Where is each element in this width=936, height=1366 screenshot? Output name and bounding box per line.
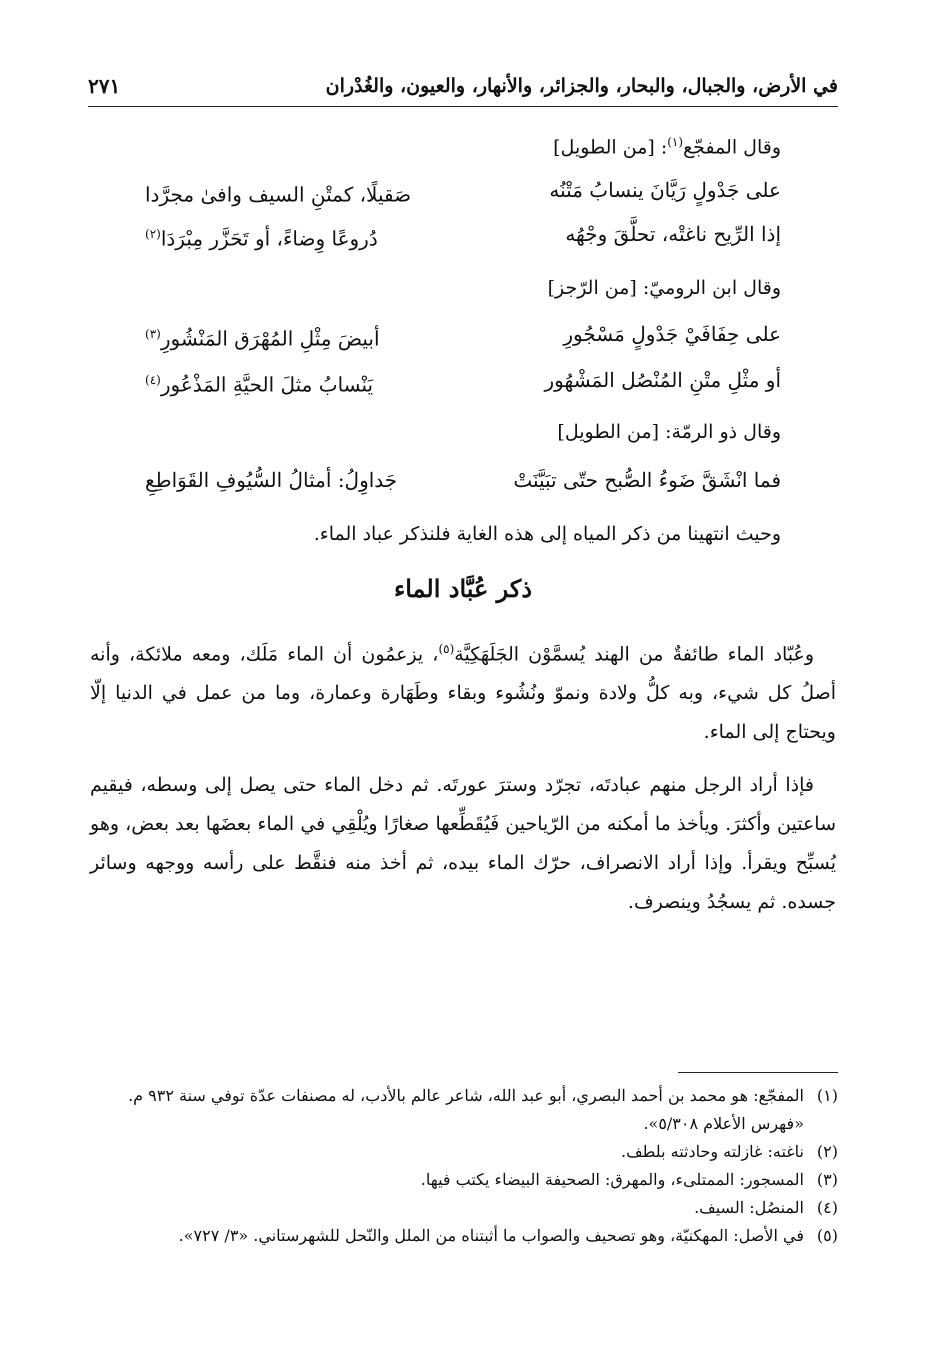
footnote <box>88 1166 838 1194</box>
poem-intro-text: وقال ابن الروميّ <box>649 277 781 299</box>
footnote <box>88 1082 838 1138</box>
poem-meter: : [من الطويل] <box>557 421 672 443</box>
footnote <box>88 1222 838 1250</box>
verse-second-text: أبيضَ مِثْلِ المُهْرَق المَنْشُورِ <box>160 326 380 351</box>
section-title: ذكر عُبَّاد الماء <box>393 574 533 603</box>
verse-second-text: دُروعًا وِضاءً، أو تَحَزَّر مِبْرَدَا <box>160 226 378 251</box>
verse-line <box>145 214 781 254</box>
verse-first-hemistich: إذا الرِّيح ناغتْه، تحلَّقَ وجْهُه <box>565 222 781 246</box>
footnote-text: المنصُل: السيف. <box>694 1198 804 1217</box>
poem-intro <box>553 128 781 161</box>
verse-second-hemistich <box>145 314 380 359</box>
verse-first-hemistich: فما انْشَقَّ ضَوءُ الصُّبح حتّى تبَيَّنَتْ <box>513 468 781 492</box>
paragraph-text: وعُبّاد الماء طائفةٌ من الهند يُسمَّوْن الجَلَهَكِيَّة <box>454 643 815 666</box>
running-head: في الأرض، والجبال، والبحار، والجزائر، والأنهار، والعيون، والغُدْران <box>325 75 838 97</box>
verse-line <box>145 314 781 354</box>
footnote-ref: (٥) <box>438 642 455 656</box>
poem-meter: : [من الطويل] <box>553 136 668 159</box>
verse-second-hemistich: جَداوِلُ: أمثالُ السُّيُوفِ القَوَاطِعِ <box>145 468 398 492</box>
footnote-text: في الأصل: المهكنيّة، وهو تصحيف والصواب ما أثبتناه من الملل والنّحل للشهرستاني. «٣/ ٧٢٧». <box>178 1226 804 1245</box>
footnote-ref: (٤) <box>145 373 161 387</box>
paragraph-text: فإذا أراد الرجل منهم عبادتَه، تجرّد وسترَ عورتَه. ثم دخل الماء حتى يصل إلى وسطه، فيقيم ساعتين وأكثرَ. ويأخذ ما أمكنه من الرّياحين فَيُقَطِّعها صغارًا ويُلْقِي في الماء بعضَها بعد بعض، وهو يُسبِّح ويقرأ. وإذا أراد الانصراف، حرّك الماء بيده، ثم أخذ منه فنقَّط على رأسه ووجهه وسائر جسده. ثم يسجُدُ وينصرف. <box>90 774 836 913</box>
footnotes <box>88 1082 838 1250</box>
footnote <box>88 1194 838 1222</box>
poem-intro-text: وقال ذو الرمّة <box>671 421 781 443</box>
verse-second-text: يَنْسابُ مثلَ الحيَّةِ المَذْعُور <box>160 372 374 397</box>
footnote-text: ناغته: غازلته وحادثته بلطف. <box>621 1142 804 1161</box>
footnote-text: المسجور: الممتلىء، والمهرق: الصحيفة البيضاء يكتب فيها. <box>420 1170 804 1189</box>
paragraph <box>90 630 836 752</box>
verse-first-hemistich: على حِفَافَيْ جَدْولٍ مَسْجُورِ <box>563 322 781 346</box>
footnote-ref: (١) <box>667 135 684 149</box>
verse-line <box>145 360 781 400</box>
footnote-number: (٢) <box>816 1142 838 1161</box>
poem-intro-text: وقال المفجّع <box>683 136 781 159</box>
poem-meter: : [من الرّجز] <box>547 277 650 299</box>
footnote-number: (٣) <box>816 1170 838 1189</box>
footnote-separator <box>678 1072 838 1073</box>
footnote-number: (١) <box>816 1086 838 1105</box>
paragraph <box>90 766 836 922</box>
page-header <box>88 66 838 107</box>
footnote-ref: (٣) <box>145 327 161 341</box>
verse-first-hemistich: أو مثْلِ متْنِ المُنْصُل المَشْهُور <box>544 368 781 392</box>
transition-sentence: وحيث انتهينا من ذكر المياه إلى هذه الغاية فلنذكر عباد الماء. <box>313 523 781 545</box>
verse-second-text: صَقيلًا، كمتْنِ السيف وافىٰ مجرَّدا <box>145 182 412 207</box>
footnote-text: المفجّع: هو محمد بن أحمد البصري، أبو عبد الله، شاعر عالم بالأدب، له مصنفات عدّة توفي سنة ٩٣٢ م. «فهرس الأعلام ٥/٣٠٨». <box>128 1086 804 1133</box>
footnote-number: (٤) <box>816 1198 838 1217</box>
verse-second-hemistich <box>145 214 378 259</box>
page-number: ٢٧١ <box>88 74 121 98</box>
footnote <box>88 1138 838 1166</box>
verse-line <box>145 170 781 210</box>
verse-line <box>145 460 781 500</box>
footnote-ref: (٢) <box>145 227 161 241</box>
poem-intro <box>548 274 781 302</box>
verse-second-hemistich <box>145 360 373 405</box>
paragraph-text: ، يزعمُون أن الماء مَلَك، ومعه ملائكة، وأنه أصلُ كل شيء، وبه كلُّ ولادة ونموّ ونُشُوء وبقاء وطَهَارة وعمارة، وما من عمل في الدنيا إلّا ويحتاج إلى الماء. <box>90 643 836 744</box>
verse-second-hemistich <box>145 170 411 215</box>
footnote-number: (٥) <box>816 1226 838 1245</box>
poem-intro <box>557 418 781 446</box>
verse-first-hemistich: على جَدْولٍ رَيَّانَ ينسابُ مَتْنُه <box>549 178 781 202</box>
